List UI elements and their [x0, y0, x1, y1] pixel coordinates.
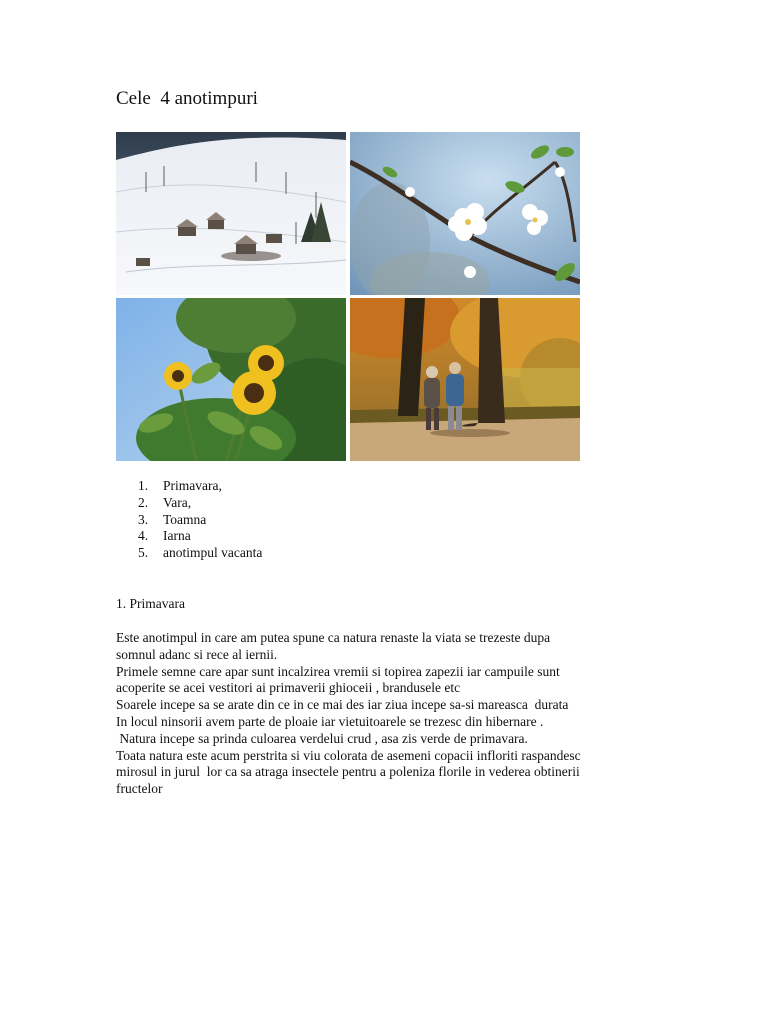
list-item-number: 5.: [138, 545, 149, 561]
list-item-number: 1.: [138, 478, 149, 493]
paragraph-line: fructelor: [116, 781, 163, 797]
paragraph-line: somnul adanc si rece al iernii.: [116, 646, 278, 662]
list-item: [138, 512, 262, 529]
autumn-park-couple-photo: [350, 298, 580, 461]
list-item-number: 2.: [138, 494, 149, 510]
list-item: [138, 478, 262, 495]
list-item-label: Vara,: [163, 494, 192, 510]
summer-sunflowers-photo: [116, 298, 346, 461]
paragraph-line: mirosul in jurul lor ca sa atraga insectele pentru a poleniza florile in vederea obtinerii: [116, 764, 580, 780]
list-item-label: Toamna: [163, 511, 207, 527]
list-item: [138, 545, 262, 562]
list-item-label: Primavara,: [163, 478, 222, 493]
paragraph-line: In locul ninsorii avem parte de ploaie iar vietuitoarele se trezesc din hibernare .: [116, 713, 544, 729]
page-title: Cele 4 anotimpuri: [116, 88, 258, 109]
list-item-number: 3.: [138, 511, 149, 527]
list-item: [138, 495, 262, 512]
list-item: [138, 528, 262, 545]
paragraph-line: acoperite se acei vestitori ai primaverii ghioceii , brandusele etc: [116, 680, 461, 696]
seasons-photo-grid: [116, 132, 580, 461]
body-paragraph: [116, 630, 676, 798]
list-item-label: anotimpul vacanta: [163, 545, 263, 561]
seasons-list: [138, 478, 262, 562]
section-heading: 1. Primavara: [116, 596, 185, 611]
spring-blossom-photo: [350, 132, 580, 295]
winter-village-photo: [116, 132, 346, 295]
paragraph-line: Primele semne care apar sunt incalzirea vremii si topirea zapezii iar campuile sunt: [116, 663, 560, 679]
list-item-number: 4.: [138, 528, 149, 544]
paragraph-line: Toata natura este acum perstrita si viu colorata de asemeni copacii infloriti raspandesc: [116, 747, 581, 763]
paragraph-line: Soarele incepe sa se arate din ce in ce mai des iar ziua incepe sa-si mareasca durata: [116, 697, 569, 713]
paragraph-line: Natura incepe sa prinda culoarea verdelui crud , asa zis verde de primavara.: [116, 730, 528, 746]
list-item-label: Iarna: [163, 528, 191, 544]
paragraph-line: Este anotimpul in care am putea spune ca natura renaste la viata se trezeste dupa: [116, 630, 551, 645]
